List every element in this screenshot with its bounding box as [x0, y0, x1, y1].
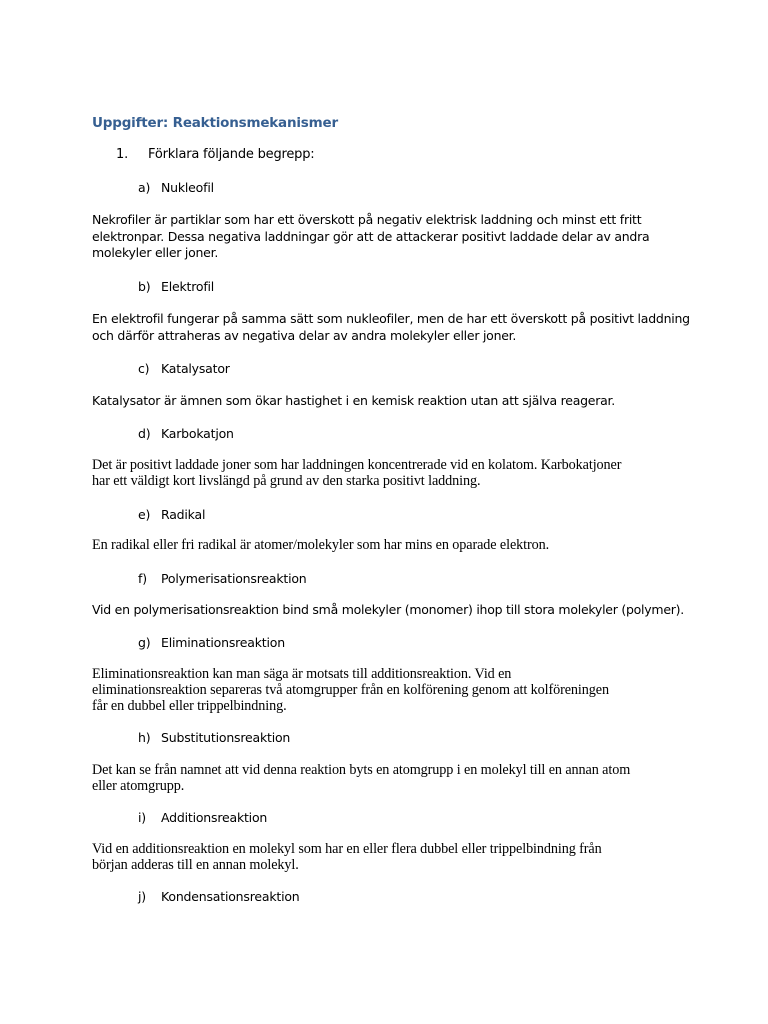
answer-h: Det kan se från namnet att vid denna reaktion byts en atomgrupp i en molekyl till en annan atom eller atomgrupp. — [92, 762, 631, 794]
term-h — [138, 730, 290, 745]
question-text: Förklara följande begrepp: — [148, 147, 315, 162]
term-d — [138, 426, 234, 441]
term-letter: g) — [138, 635, 151, 650]
term-label: Substitutionsreaktion — [161, 730, 291, 745]
term-b — [138, 279, 214, 294]
term-letter: b) — [138, 279, 151, 294]
term-e — [138, 507, 205, 522]
term-label: Additionsreaktion — [161, 810, 268, 825]
term-letter: e) — [138, 507, 151, 522]
term-i — [138, 810, 267, 825]
term-label: Eliminationsreaktion — [161, 635, 285, 650]
term-letter: c) — [138, 361, 150, 376]
term-letter: j) — [138, 889, 146, 904]
term-letter: i) — [138, 810, 146, 825]
term-label: Polymerisationsreaktion — [161, 571, 307, 586]
term-label: Katalysator — [161, 361, 230, 376]
term-label: Elektrofil — [161, 279, 215, 294]
page-title: Uppgifter: Reaktionsmekanismer — [92, 115, 338, 131]
term-letter: h) — [138, 730, 151, 745]
question-number: 1. — [116, 147, 129, 162]
answer-c: Katalysator är ämnen som ökar hastighet i en kemisk reaktion utan att själva reagerar. — [92, 393, 615, 408]
answer-e: En radikal eller fri radikal är atomer/molekyler som har mins en oparade elektron. — [92, 537, 550, 553]
term-a — [138, 180, 214, 195]
answer-a: Nekrofiler är partiklar som har ett överskott på negativ elektrisk laddning och minst ett fritt elektronpar. Dessa negativa laddningar gör att de attackerar positivt laddade delar av andra molekyler eller joner. — [92, 212, 650, 260]
term-label: Kondensationsreaktion — [161, 889, 300, 904]
term-j — [138, 889, 300, 904]
term-letter: f) — [138, 571, 147, 586]
answer-b: En elektrofil fungerar på samma sätt som nukleofiler, men de har ett överskott på positivt laddning och därför attraheras av negativa delar av andra molekyler eller joner. — [92, 311, 690, 343]
term-g — [138, 635, 285, 650]
question-1 — [116, 147, 314, 162]
term-letter: a) — [138, 180, 151, 195]
answer-g: Eliminationsreaktion kan man säga är motsats till additionsreaktion. Vid en eliminationsreaktion separeras två atomgrupper från en kolförening genom att kolföreningen får en dubbel eller trippelbindning. — [92, 666, 609, 714]
term-label: Nukleofil — [161, 180, 214, 195]
answer-f: Vid en polymerisationsreaktion bind små molekyler (monomer) ihop till stora molekyler (polymer). — [92, 602, 685, 617]
term-label: Radikal — [161, 507, 206, 522]
term-f — [138, 571, 307, 586]
term-letter: d) — [138, 426, 151, 441]
answer-d: Det är positivt laddade joner som har laddningen koncentrerade vid en kolatom. Karbokatjoner har ett väldigt kort livslängd på grund av den starka positivt laddning. — [92, 457, 622, 489]
term-label: Karbokatjon — [161, 426, 234, 441]
term-c — [138, 361, 230, 376]
answer-i: Vid en additionsreaktion en molekyl som har en eller flera dubbel eller trippelbindning från början adderas till en annan molekyl. — [92, 841, 602, 873]
